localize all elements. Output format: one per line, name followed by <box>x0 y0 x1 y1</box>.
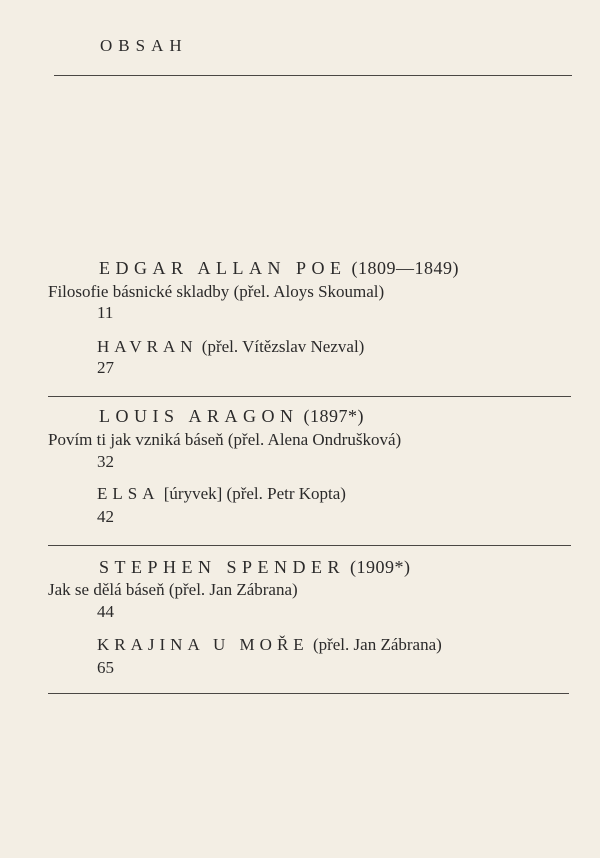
author-name: EDGAR ALLAN POE <box>99 258 347 278</box>
work-page-number: 42 <box>97 507 114 526</box>
work-title: ELSA <box>97 484 160 503</box>
work-title: Jak se dělá báseň <box>48 580 165 599</box>
author-heading-spender <box>99 557 411 578</box>
work-translator: (přel. Alena Ondrušková) <box>227 430 402 449</box>
work-entry <box>48 580 298 600</box>
work-entry <box>97 484 346 504</box>
work-page-number: 65 <box>97 658 114 677</box>
author-heading-aragon <box>99 406 364 427</box>
section-divider <box>48 693 569 694</box>
work-entry <box>48 430 401 450</box>
work-page-number: 44 <box>97 602 114 621</box>
work-entry <box>48 282 384 302</box>
title-divider <box>54 75 572 76</box>
work-page-number: 32 <box>97 452 114 471</box>
work-translator: (přel. Petr Kopta) <box>226 484 346 503</box>
page-title: OBSAH <box>100 36 188 55</box>
work-translator: (přel. Aloys Skoumal) <box>233 282 385 301</box>
work-translator: (přel. Vítězslav Nezval) <box>201 337 365 356</box>
author-heading-poe <box>99 258 459 279</box>
author-name: STEPHEN SPENDER <box>99 557 346 577</box>
work-translator: (přel. Jan Zábrana) <box>312 635 442 654</box>
work-translator: (přel. Jan Zábrana) <box>168 580 298 599</box>
section-divider <box>48 396 571 397</box>
author-dates: (1909*) <box>350 557 411 577</box>
work-title: HAVRAN <box>97 337 198 356</box>
section-divider <box>48 545 571 546</box>
work-note: [úryvek] <box>163 484 223 503</box>
work-title: KRAJINA U MOŘE <box>97 635 309 654</box>
author-dates: (1897*) <box>303 406 365 426</box>
author-dates: (1809—1849) <box>351 258 459 278</box>
work-page-number: 11 <box>97 303 114 322</box>
work-page-number: 27 <box>97 358 114 377</box>
author-name: LOUIS ARAGON <box>99 406 299 426</box>
work-entry <box>97 635 442 655</box>
work-entry <box>97 337 364 357</box>
work-title: Povím ti jak vzniká báseň <box>48 430 224 449</box>
work-title: Filosofie básnické skladby <box>48 282 230 301</box>
